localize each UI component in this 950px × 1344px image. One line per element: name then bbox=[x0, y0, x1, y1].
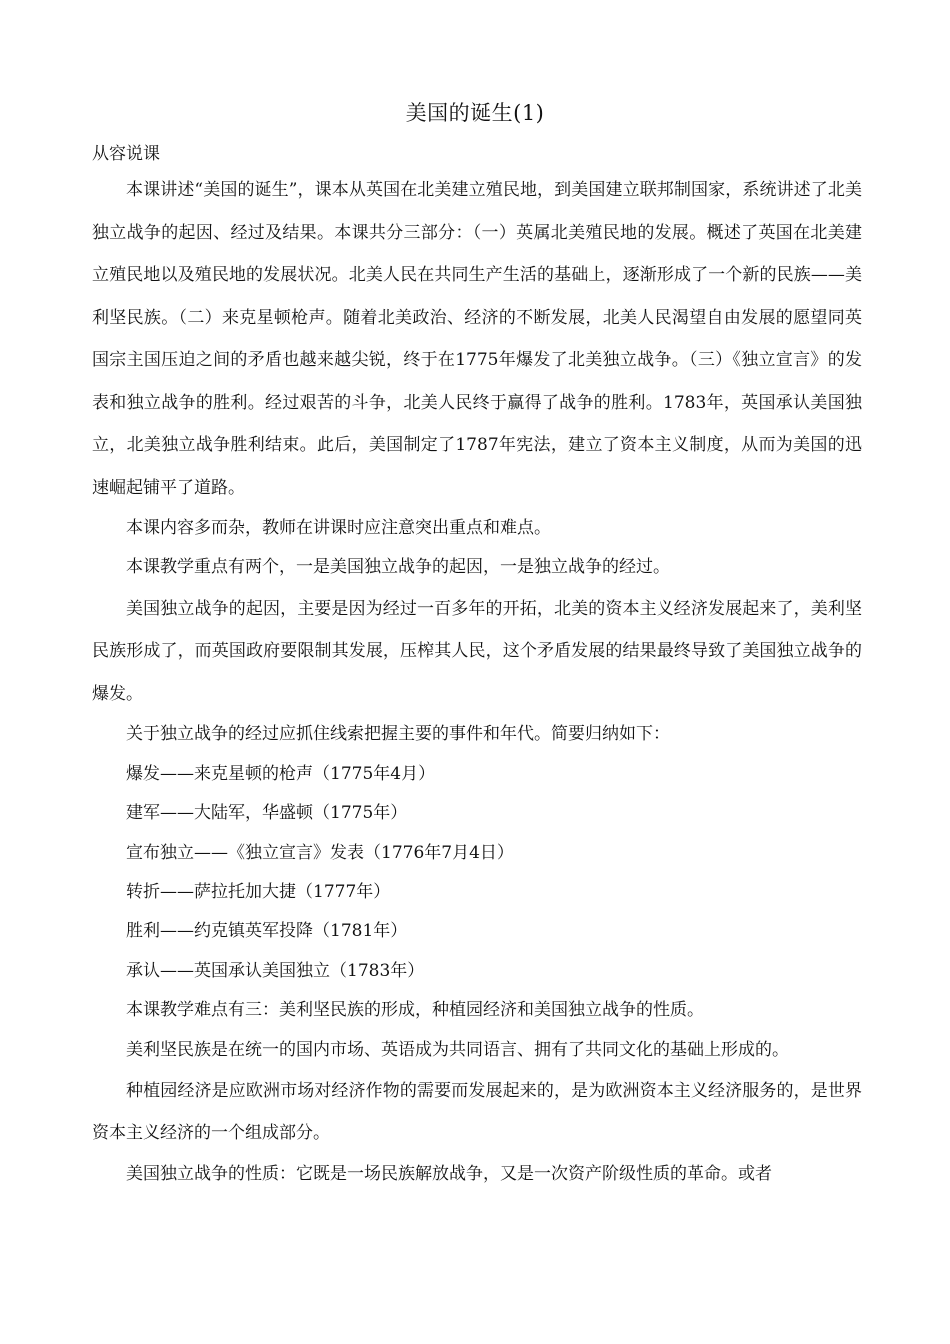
paragraph-difficult-points: 本课教学难点有三：美利坚民族的形成，种植园经济和美国独立战争的性质。 bbox=[126, 1000, 704, 1021]
paragraph-focus-note: 本课内容多而杂，教师在讲课时应注意突出重点和难点。 bbox=[126, 518, 551, 538]
document-body bbox=[92, 178, 862, 1194]
paragraph-war-nature: 美国独立战争的性质：它既是一场民族解放战争，又是一次资产阶级性质的革命。或者 bbox=[126, 1163, 772, 1184]
paragraph-key-points: 本课教学重点有两个，一是美国独立战争的起因，一是独立战争的经过。 bbox=[126, 557, 670, 578]
section-heading: 从容说课 bbox=[92, 144, 160, 164]
paragraph-plantation-economy: 种植园经济是应欧洲市场对经济作物的需要而发展起来的，是为欧洲资本主义经济服务的，是世界资本主义经济的一个组成部分。 bbox=[92, 1080, 862, 1144]
timeline-item-outbreak: 爆发——来克星顿的枪声（1775年4月） bbox=[126, 763, 436, 784]
timeline-item-independence: 宣布独立——《独立宣言》发表（1776年7月4日） bbox=[126, 842, 514, 863]
timeline-item-recognition: 承认——英国承认美国独立（1783年） bbox=[126, 960, 425, 981]
paragraph-war-causes: 美国独立战争的起因，主要是因为经过一百多年的开拓，北美的资本主义经济发展起来了，美利坚民族形成了，而英国政府要限制其发展，压榨其人民，这个矛盾发展的结果最终导致了美国独立战争的爆发。 bbox=[92, 598, 862, 704]
document-title: 美国的诞生(1) bbox=[405, 101, 545, 125]
timeline-item-army: 建军——大陆军，华盛顿（1775年） bbox=[126, 803, 408, 824]
paragraph-overview: 本课讲述“美国的诞生”，课本从英国在北美建立殖民地，到美国建立联邦制国家，系统讲述了北美独立战争的起因、经过及结果。本课共分三部分：（一）英属北美殖民地的发展。概述了英国在北美建立殖民地以及殖民地的发展状况。北美人民在共同生产生活的基础上，逐渐形成了一个新的民族——美利坚民族。（二）来克星顿枪声。随着北美政治、经济的不断发展，北美人民渴望自由发展的愿望同英国宗主国压迫之间的矛盾也越来越尖锐，终于在1775年爆发了北美独立战争。（三）《独立宣言》的发表和独立战争的胜利。经过艰苦的斗争，北美人民终于赢得了战争的胜利。1783年，英国承认美国独立，北美独立战争胜利结束。此后，美国制定了1787年宪法，建立了资本主义制度，从而为美国的迅速崛起铺平了道路。 bbox=[92, 180, 862, 498]
timeline-item-victory: 胜利——约克镇英军投降（1781年） bbox=[126, 921, 408, 942]
paragraph-american-nation: 美利坚民族是在统一的国内市场、英语成为共同语言、拥有了共同文化的基础上形成的。 bbox=[126, 1039, 789, 1060]
paragraph-war-process-intro: 关于独立战争的经过应抓住线索把握主要的事件和年代。简要归纳如下： bbox=[126, 724, 670, 745]
timeline-item-turning-point: 转折——萨拉托加大捷（1777年） bbox=[126, 881, 391, 902]
